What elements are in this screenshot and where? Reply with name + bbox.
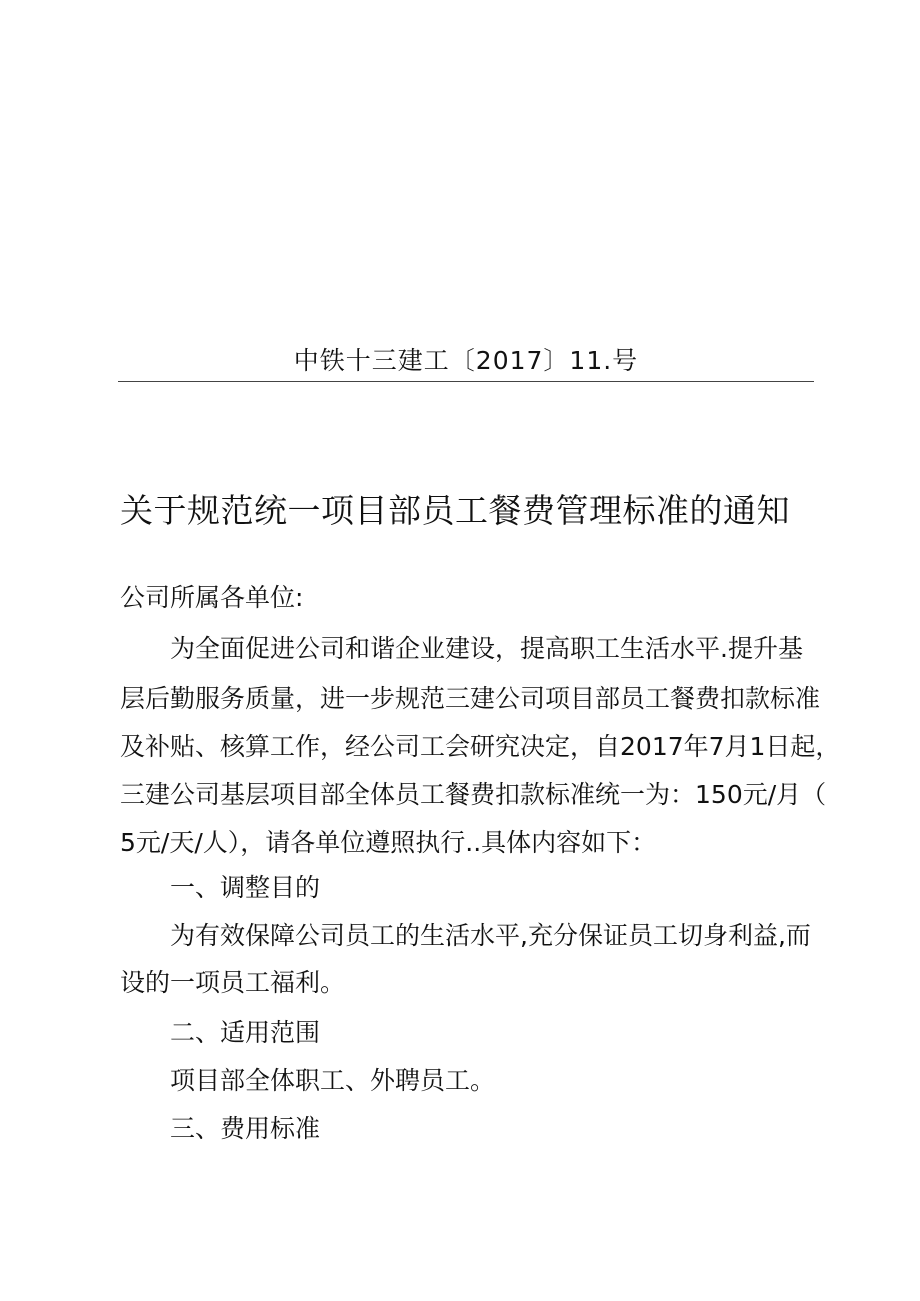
- document-number: 中铁十三建工〔2017〕11.号: [293, 346, 639, 375]
- document-title: 关于规范统一项目部员工餐费管理标准的通知: [120, 491, 790, 530]
- paragraph-line: 5元/天/人），请各单位遵照执行..具体内容如下：: [120, 828, 657, 857]
- section-heading: 二、适用范围: [170, 1018, 321, 1047]
- paragraph-line: 层后勤服务质量，进一步规范三建公司项目部员工餐费扣款标准: [120, 684, 821, 713]
- paragraph-line: 项目部全体职工、外聘员工。: [170, 1066, 496, 1095]
- section-heading: 一、调整目的: [170, 873, 321, 902]
- paragraph-line: 设的一项员工福利。: [120, 968, 346, 997]
- paragraph-line: 为全面促进公司和谐企业建设，提高职工生活水平.提升基: [170, 634, 803, 663]
- paragraph-line: 及补贴、核算工作，经公司工会研究决定，自2017年7月1日起，: [120, 732, 841, 761]
- section-heading: 三、费用标准: [170, 1114, 321, 1143]
- paragraph-line: 三建公司基层项目部全体员工餐费扣款标准统一为：150元/月（: [120, 780, 827, 809]
- header-divider: [118, 381, 814, 382]
- salutation: 公司所属各单位:: [120, 583, 304, 612]
- paragraph-line: 为有效保障公司员工的生活水平,充分保证员工切身利益,而: [170, 921, 811, 950]
